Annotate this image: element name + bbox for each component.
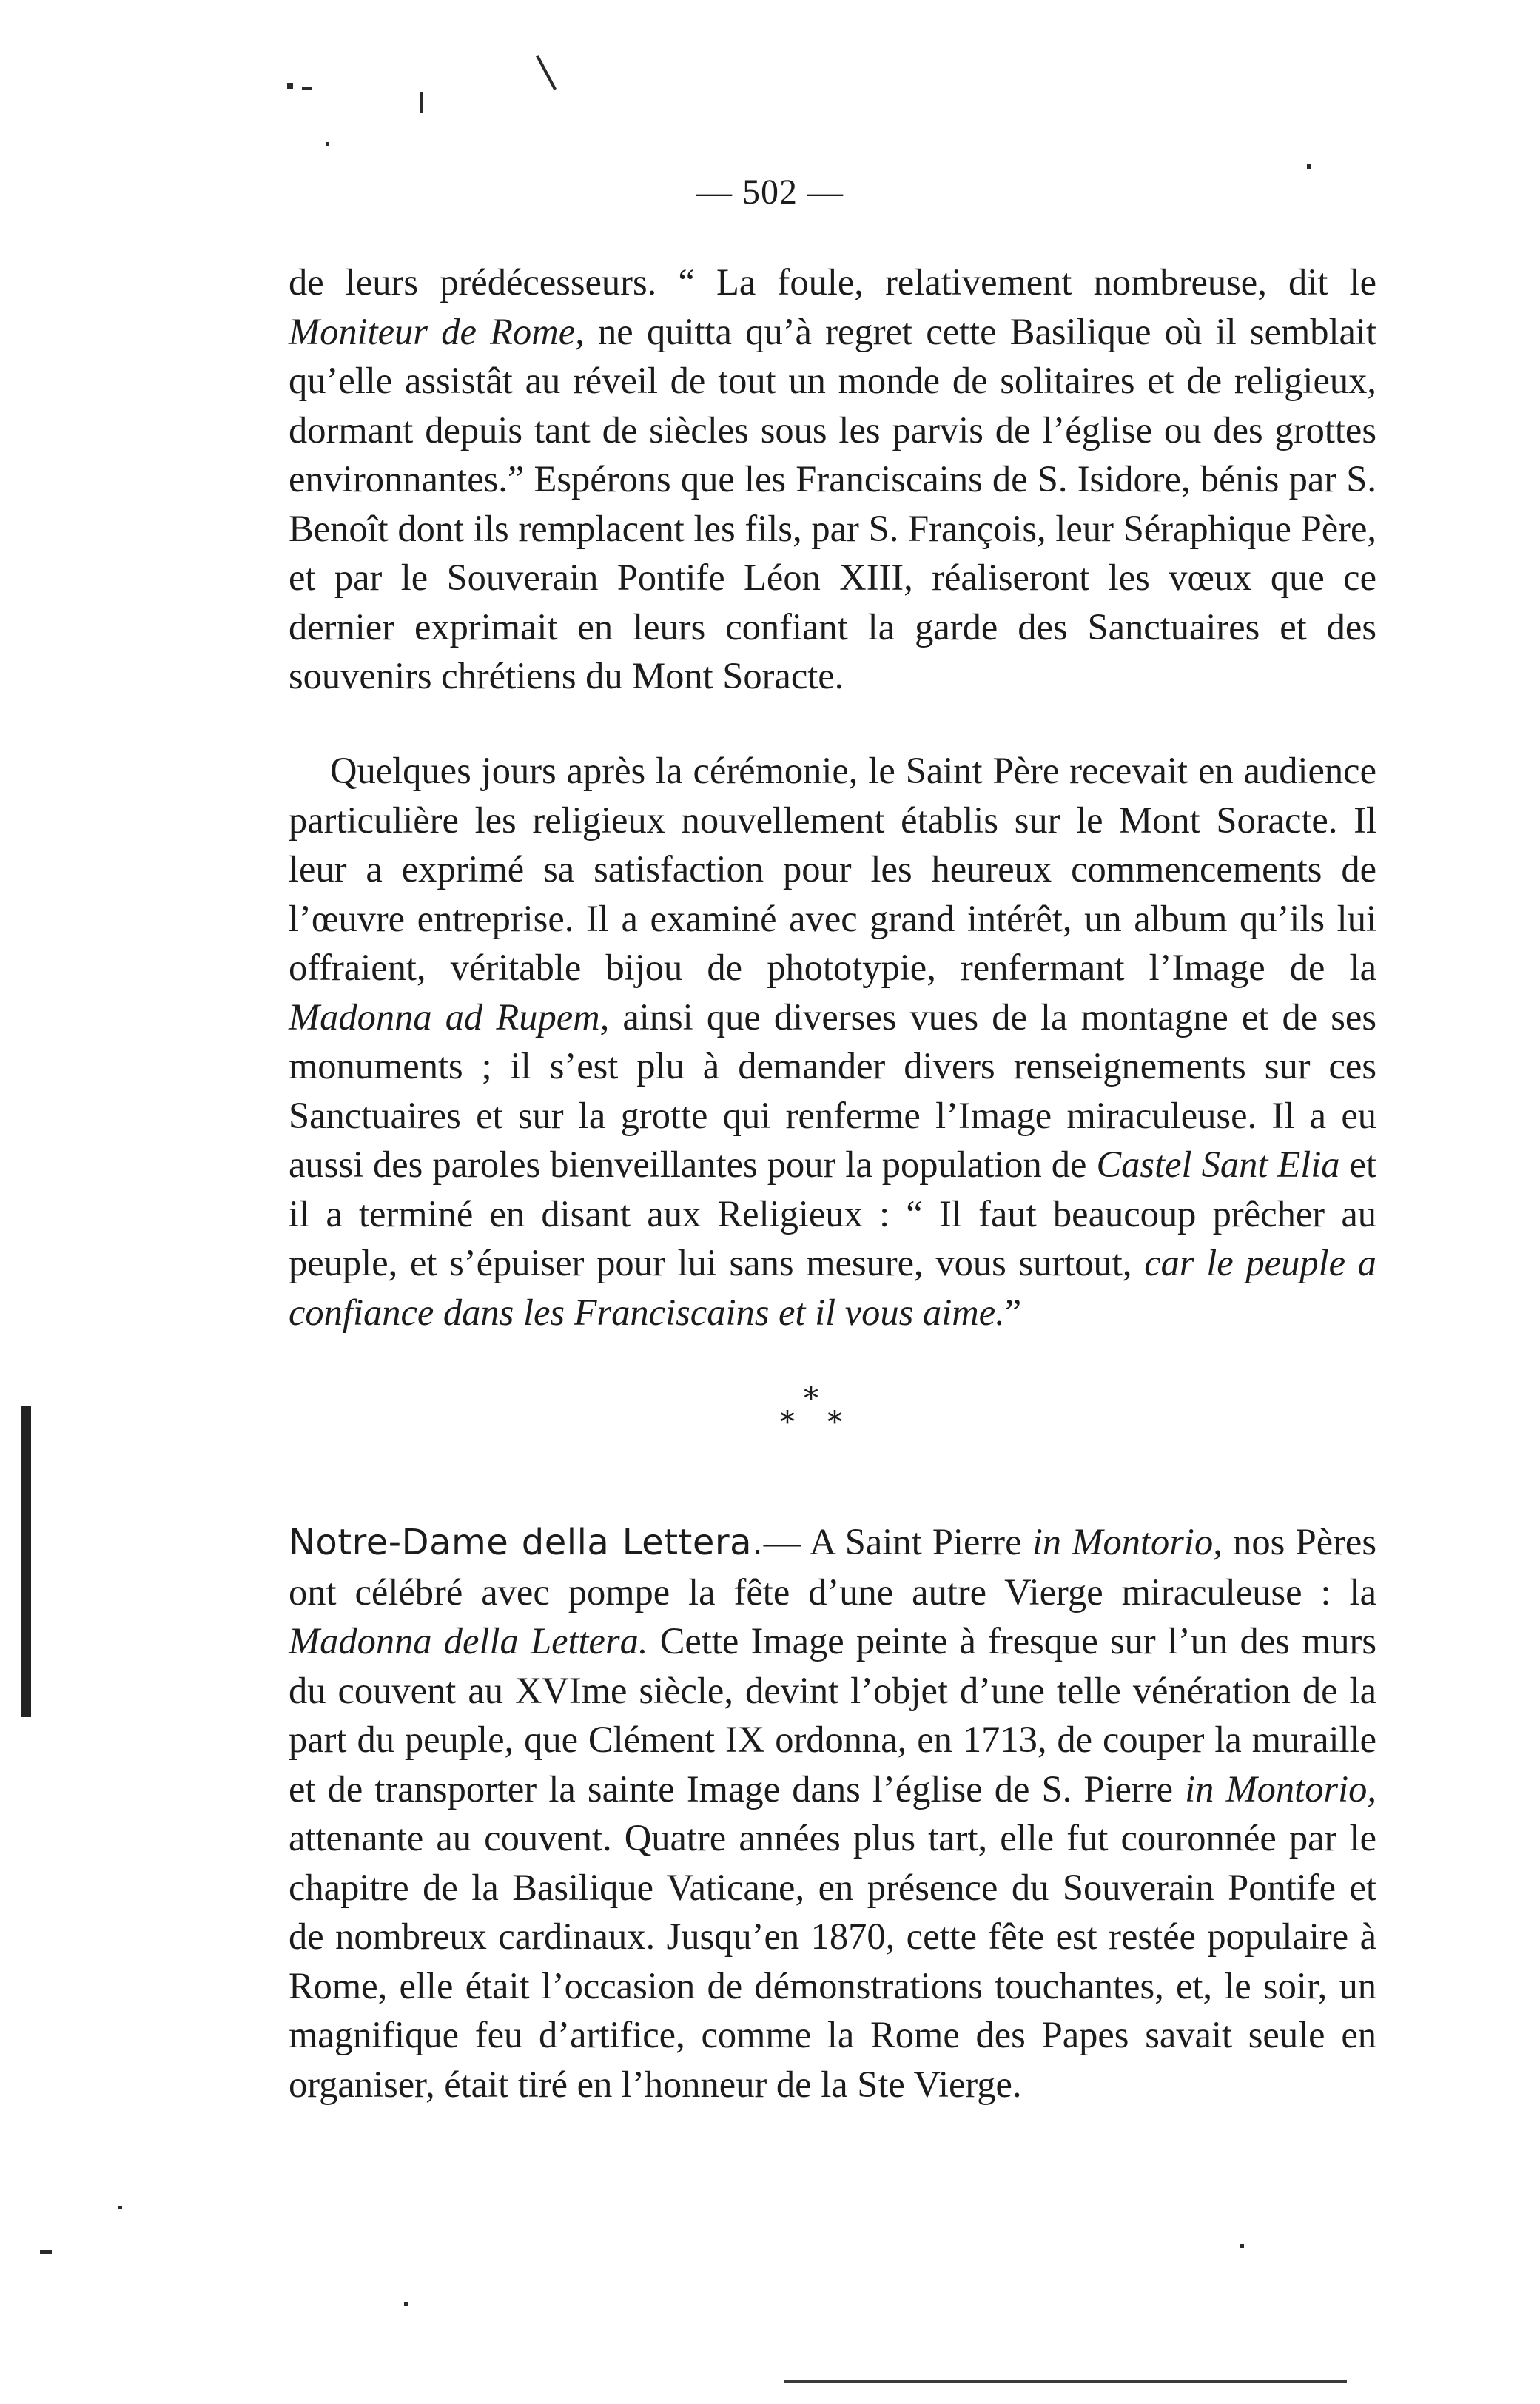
italic-title: Madonna della Lettera. [289,1620,648,1662]
paragraph-2 [289,746,1376,1337]
asterism-star: * [827,1406,842,1440]
asterism-separator [776,1384,857,1451]
text-run: — A Saint Pierre [763,1521,1032,1562]
scan-speck [1307,164,1311,169]
text-run: attenante au couvent. Quatre années plus tart, elle fut couronnée par le chapitre de la Basilique Vaticane, en présence du Souverain Pontife et de nombreux cardinaux. Jusqu’en 1870, cette fête est restée populaire à Rome, elle était l’occasion de démonstrations touchantes, et, le soir, un magnifique feu d’artifice, comme la Rome des Papes savait seule en organiser, était tiré en l’honneur de la Ste Vierge. [289,1817,1376,2105]
asterism-star: * [780,1406,795,1440]
scan-margin-bar [21,1406,31,1717]
italic-place: in Montorio, [1032,1521,1223,1562]
scan-speck [420,92,423,113]
scan-speck [287,83,293,89]
scan-speck [302,87,312,90]
italic-place: in Montorio, [1185,1767,1376,1810]
text-run: et il a terminé en disant aux Religieux : “ Il faut beaucoup prêcher au peuple, et s’épuiser pour lui sans mesure, vous surtout, [289,1144,1376,1283]
text-run: ainsi que diverses vues de la montagne et de ses monuments ; il s’est plu à demander divers renseignements sur ces Sanctuaires et sur la grotte qui renferme l’Image miraculeuse. Il a eu aussi des paroles bienveillantes pour la population de [289,995,1376,1185]
scan-speck [536,55,557,90]
text-run: de leurs prédécesseurs. [289,261,657,303]
paragraph-3 [289,1517,1376,2109]
scan-line [784,2380,1347,2383]
text-run: “ La foule, relativement nombreuse, dit le [656,261,1376,303]
italic-quote: car le peuple a confiance dans les Franciscains et il vous aime. [289,1242,1377,1333]
scan-speck [1240,2244,1244,2248]
scan-speck [326,142,329,146]
italic-place: Castel Sant Elia [1096,1144,1340,1185]
text-run: nos Pères ont célébré avec pompe la fête d’une autre Vierge miraculeuse : la [289,1521,1376,1613]
page-number: — 502 — [696,172,844,212]
scan-speck [118,2206,122,2209]
section-heading: Notre-Dame della Lettera. [289,1522,764,1563]
italic-title: Moniteur de Rome, [289,310,585,352]
text-run: Cette Image peinte à fresque sur l’un des murs du couvent au XVIme siècle, devint l’objet d’une telle vénération de la part du peuple, que Clément IX ordonna, en 1713, de couper la muraille et de transporter la sainte Image dans l’église de S. Pierre [289,1620,1376,1810]
text-run: ” [1004,1291,1022,1333]
text-run: ne quitta qu’à regret cette Basilique où il semblait qu’elle assistât au réveil de tout un monde de solitaires et de religieux, dormant depuis tant de siècles sous les parvis de l’église ou des grottes environnantes.” Espérons que les Franciscains de S. Isidore, bénis par S. Benoît dont ils remplacent les fils, par S. François, leur Séraphique Père, et par le Souverain Pontife Léon XIII, réaliseront les vœux que ce dernier exprimait en leurs confiant la garde des Sanctuaires et des souvenirs chrétiens du Mont Soracte. [289,310,1376,696]
paragraph-1 [289,258,1376,701]
scan-speck [40,2250,52,2254]
text-run: Quelques jours après la cérémonie, le Saint Père recevait en audience particulière les religieux nouvellement établis sur le Mont Soracte. Il leur a exprimé sa satisfaction pour les heureux commencements de l’œuvre entreprise. Il a examiné avec grand intérêt, un album qu’ils lui offraient, véritable bijou de phototypie, renfermant l’Image de la [289,750,1376,988]
asterism-star: * [804,1382,818,1416]
scan-speck [404,2302,408,2306]
italic-title: Madonna ad Rupem, [289,995,610,1038]
